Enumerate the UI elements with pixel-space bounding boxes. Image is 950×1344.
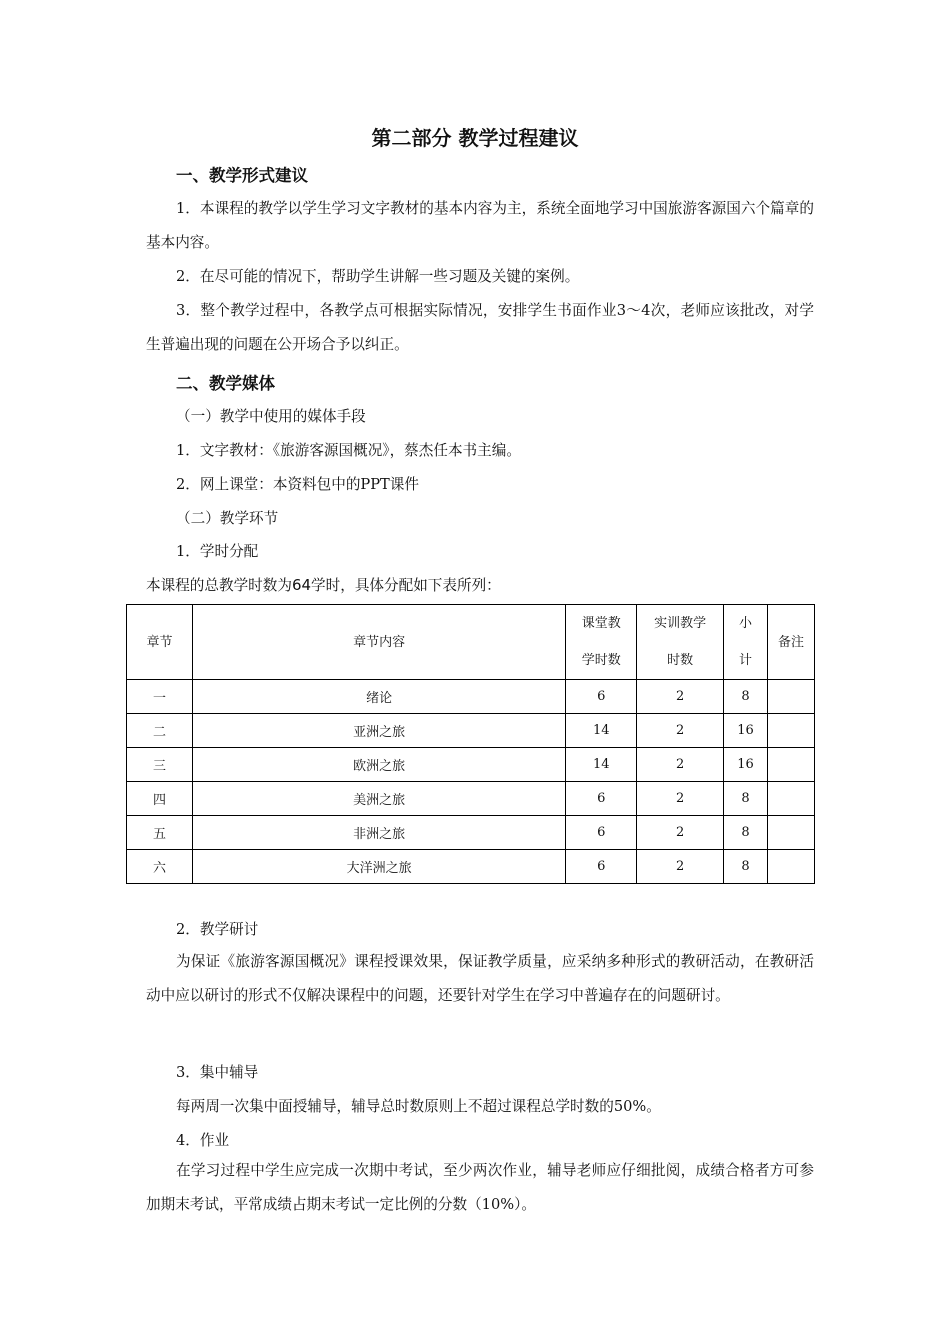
media-item-online: 2．网上课堂：本资料包中的PPT课件 [176,476,419,493]
item-central-tutoring: 3．集中辅导 [176,1064,259,1081]
cell-chapter: 一 [127,680,193,714]
table-row [127,816,815,850]
item-hours-allocation: 1．学时分配 [176,543,259,560]
item-teaching-research: 2．教学研讨 [176,921,259,938]
header-note: 备注 [768,605,815,680]
cell-note [768,680,815,714]
cell-subtotal: 8 [724,680,768,714]
cell-content: 绪论 [192,680,565,714]
table-row [127,714,815,748]
cell-chapter: 四 [127,782,193,816]
header-class-hours: 课堂教 学时数 [566,605,637,680]
media-item-text: 1．文字教材：《旅游客源国概况》，蔡杰任本书主编。 [176,442,521,459]
cell-practice-hours: 2 [637,748,724,782]
cell-practice-hours: 2 [637,680,724,714]
cell-note [768,714,815,748]
header-practice-hours: 实训教学 时数 [637,605,724,680]
section-heading-teaching-form: 一、教学形式建议 [176,166,308,185]
hours-table [126,604,815,884]
cell-class-hours: 14 [566,748,637,782]
cell-content: 欧洲之旅 [192,748,565,782]
cell-class-hours: 6 [566,850,637,884]
table-header-row [127,605,815,680]
cell-chapter: 六 [127,850,193,884]
cell-chapter: 五 [127,816,193,850]
total-hours: 64 [291,576,312,594]
cell-class-hours: 6 [566,680,637,714]
cell-practice-hours: 2 [637,850,724,884]
item-homework: 4．作业 [176,1132,230,1149]
cell-subtotal: 16 [724,714,768,748]
table-row [127,748,815,782]
cell-subtotal: 8 [724,850,768,884]
cell-content: 亚洲之旅 [192,714,565,748]
paragraph-item-1: 1．本课程的教学以学生学习文字教材的基本内容为主，系统全面地学习中国旅游客源国六个篇章的基本内容。 [146,200,814,251]
paragraph-item-2: 2．在尽可能的情况下，帮助学生讲解一些习题及关键的案例。 [176,268,580,285]
table-intro-suffix: 学时，具体分配如下表所列： [311,577,501,594]
cell-subtotal: 8 [724,782,768,816]
cell-content: 美洲之旅 [192,782,565,816]
paragraph-teaching-research: 为保证《旅游客源国概况》课程授课效果，保证教学质量，应采纳多种形式的教研活动，在教研活动中应以研讨的形式不仅解决课程中的问题，还要针对学生在学习中普遍存在的问题研讨。 [146,953,814,1004]
section-heading-media: 二、教学媒体 [176,374,275,393]
cell-subtotal: 16 [724,748,768,782]
header-content: 章节内容 [192,605,565,680]
cell-chapter: 三 [127,748,193,782]
paragraph-homework: 在学习过程中学生应完成一次期中考试，至少两次作业，辅导老师应仔细批阅，成绩合格者方可参加期末考试，平常成绩占期末考试一定比例的分数（10%）。 [146,1162,814,1213]
subheading-media-means: （一）教学中使用的媒体手段 [176,408,366,425]
page-title: 第二部分 教学过程建议 [371,126,579,150]
cell-practice-hours: 2 [637,782,724,816]
cell-class-hours: 6 [566,816,637,850]
table-row [127,850,815,884]
cell-note [768,850,815,884]
cell-chapter: 二 [127,714,193,748]
subheading-teaching-steps: （二）教学环节 [176,510,279,527]
cell-subtotal: 8 [724,816,768,850]
cell-practice-hours: 2 [637,714,724,748]
table-intro [146,574,501,595]
cell-content: 大洋洲之旅 [192,850,565,884]
cell-content: 非洲之旅 [192,816,565,850]
cell-note [768,748,815,782]
cell-note [768,782,815,816]
table-intro-prefix: 本课程的总教学时数为 [146,577,292,594]
cell-class-hours: 14 [566,714,637,748]
header-chapter: 章节 [127,605,193,680]
cell-class-hours: 6 [566,782,637,816]
header-subtotal: 小 计 [724,605,768,680]
cell-practice-hours: 2 [637,816,724,850]
paragraph-item-3: 3．整个教学过程中，各教学点可根据实际情况，安排学生书面作业3～4次，老师应该批改，对学生普遍出现的问题在公开场合予以纠正。 [146,302,814,353]
cell-note [768,816,815,850]
table-row [127,680,815,714]
paragraph-central-tutoring: 每两周一次集中面授辅导，辅导总时数原则上不超过课程总学时数的50%。 [176,1098,661,1115]
table-row [127,782,815,816]
